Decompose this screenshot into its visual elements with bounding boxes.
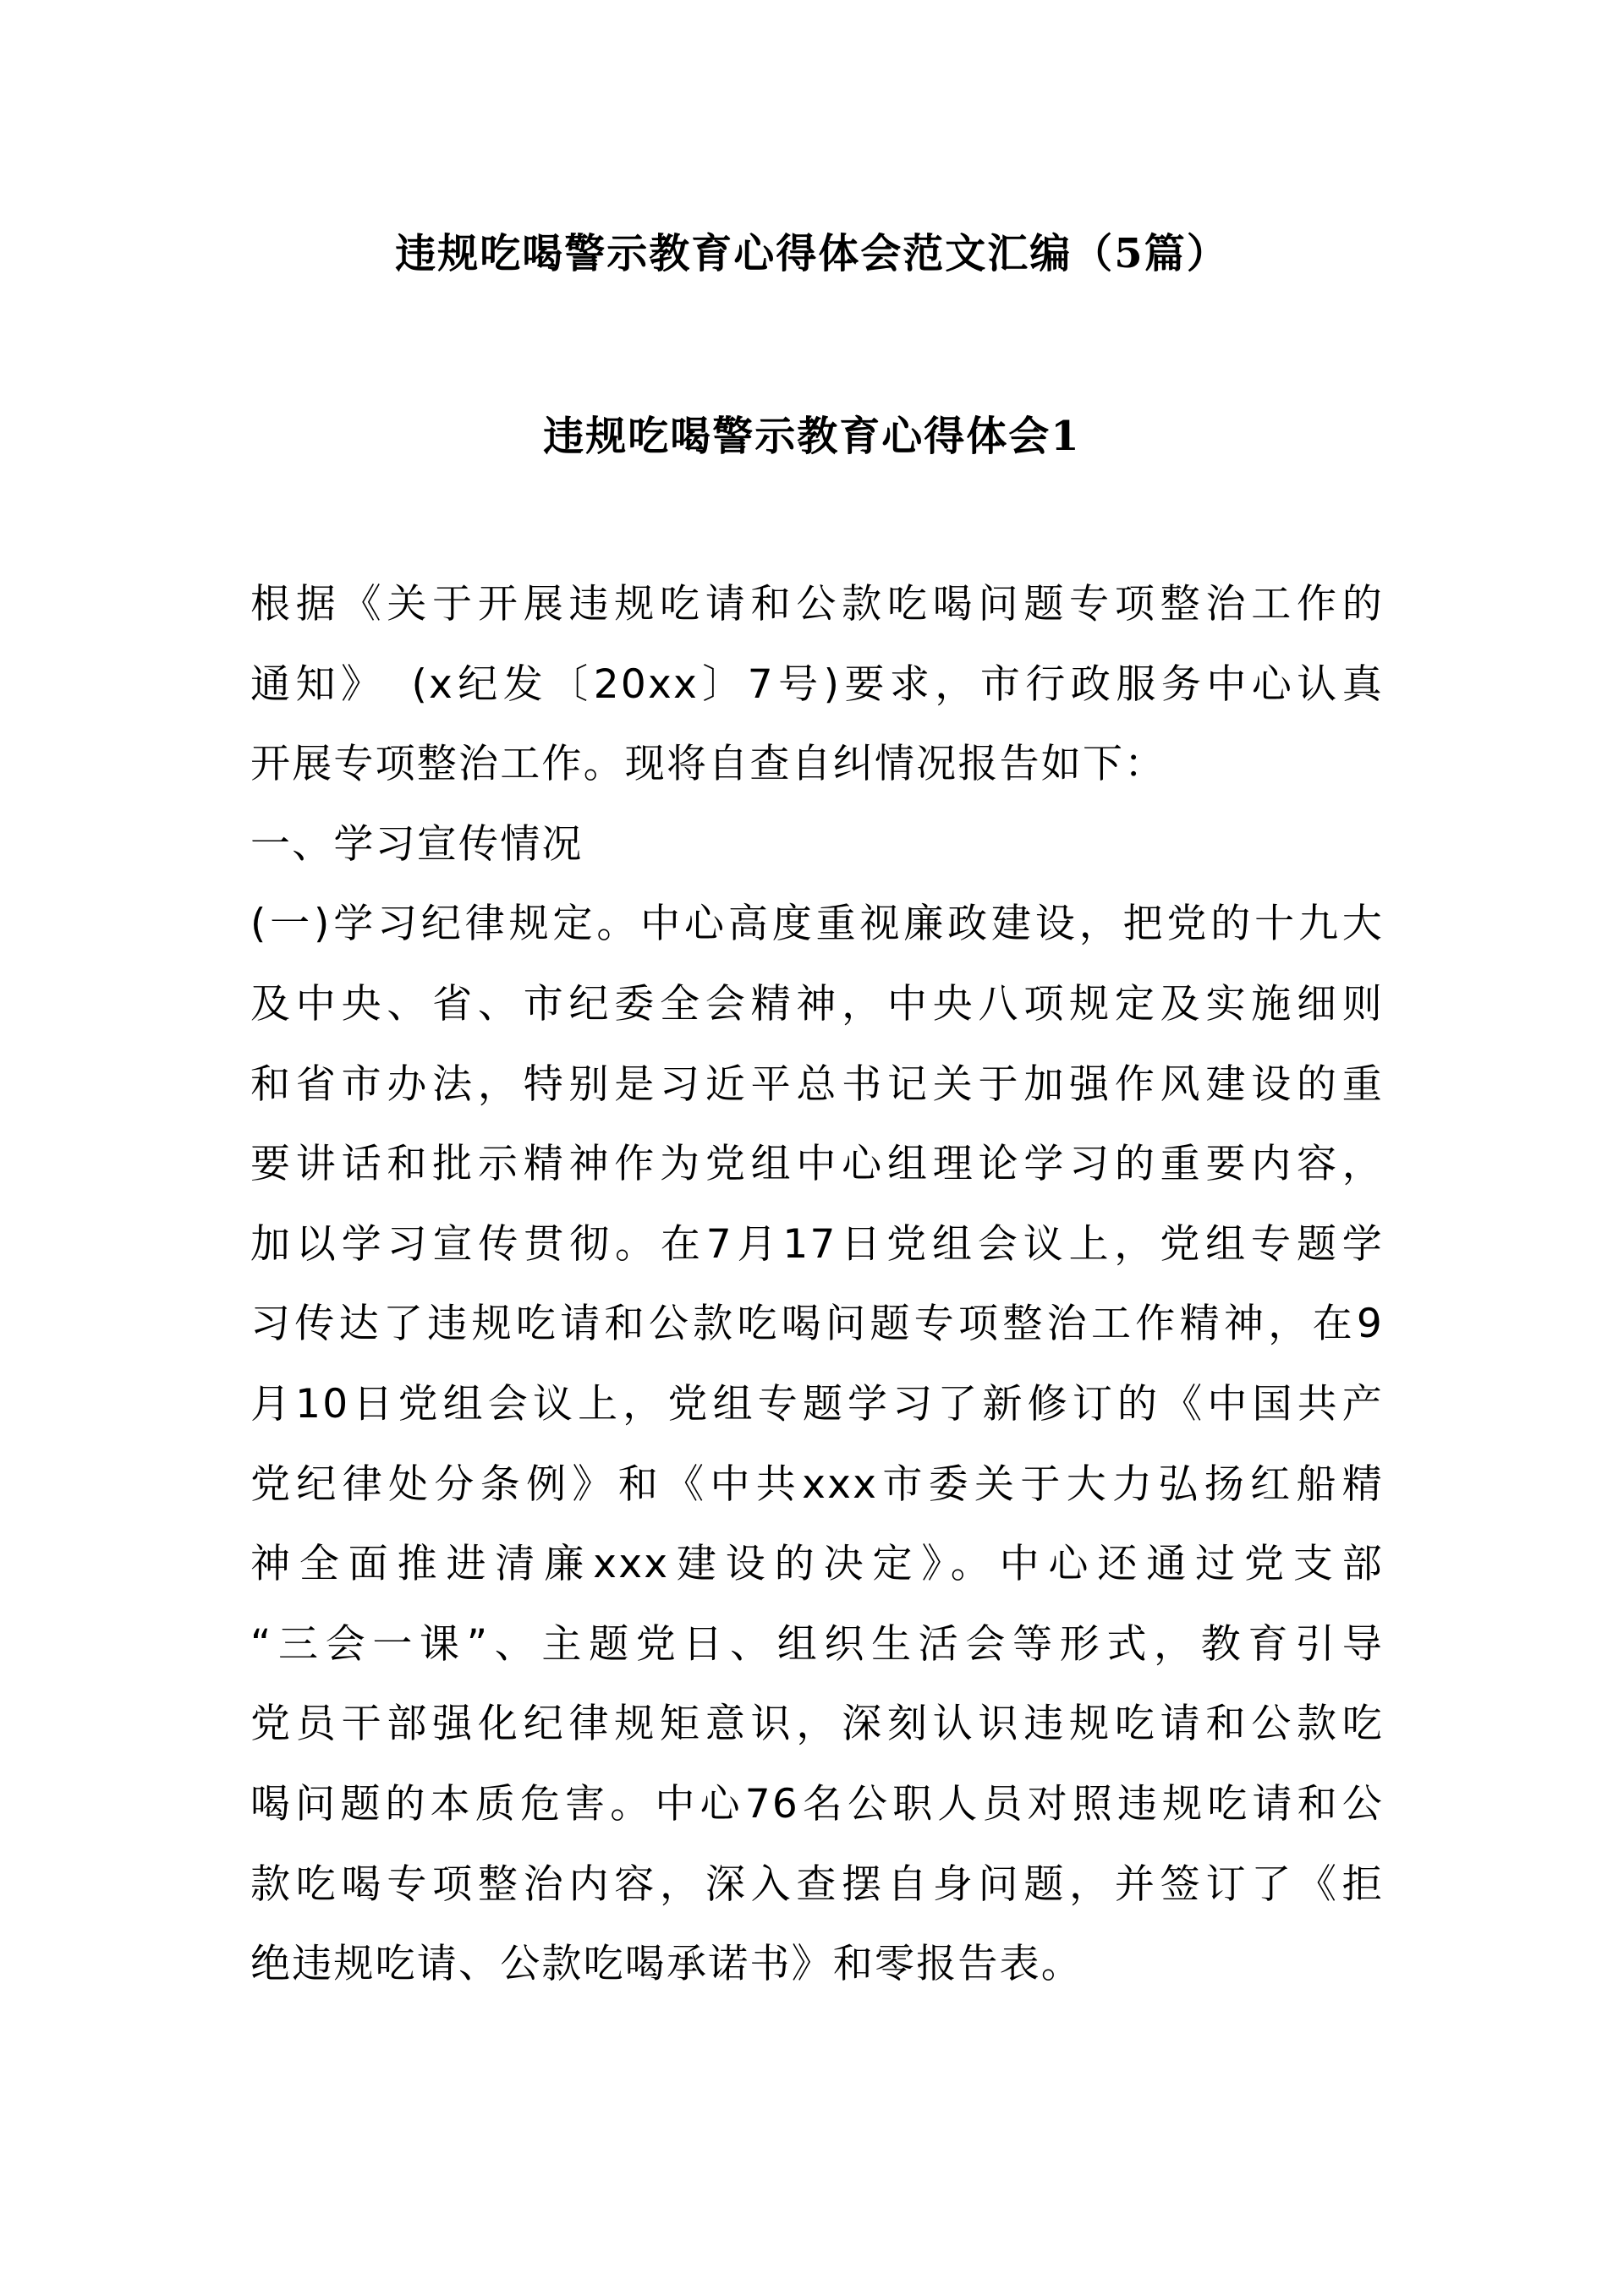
text-line: 通知》 (x纪发〔20xx〕7号)要求，市行政服务中心认真: [250, 660, 1384, 708]
text-line: 和省市办法，特别是习近平总书记关于加强作风建设的重: [250, 1060, 1384, 1108]
text-line: 绝违规吃请、公款吃喝承诺书》和零报告表。: [250, 1941, 1083, 1988]
text-line: “三会一课”、主题党日、组织生活会等形式，教育引导: [250, 1620, 1384, 1668]
text-line: 月10日党组会议上，党组专题学习了新修订的《中国共产: [250, 1380, 1384, 1427]
text-line: 党员干部强化纪律规矩意识，深刻认识违规吃请和公款吃: [250, 1701, 1384, 1748]
text-line: 党纪律处分条例》和《中共xxx市委关于大力弘扬红船精: [250, 1460, 1384, 1508]
body-text: [250, 565, 1384, 2005]
text-line: 习传达了违规吃请和公款吃喝问题专项整治工作精神，在9: [250, 1301, 1384, 1348]
text-line: 根据《关于开展违规吃请和公款吃喝问题专项整治工作的: [250, 581, 1384, 627]
text-line: 要讲话和批示精神作为党组中心组理论学习的重要内容，: [250, 1141, 1384, 1188]
document-title: 违规吃喝警示教育心得体会范文汇编（5篇）: [395, 230, 1229, 277]
text-line: 开展专项整治工作。现将自查自纠情况报告如下：: [250, 741, 1166, 788]
text-line: 及中央、省、市纪委全会精神，中央八项规定及实施细则: [250, 980, 1384, 1027]
text-line: 加以学习宣传贯彻。在7月17日党组会议上，党组专题学: [250, 1220, 1384, 1268]
text-line: 神全面推进清廉xxx建设的决定》。中心还通过党支部: [250, 1541, 1384, 1588]
text-line: (一)学习纪律规定。中心高度重视廉政建设，把党的十九大: [250, 901, 1384, 948]
section-title: 违规吃喝警示教育心得体会1: [543, 413, 1081, 460]
text-line: 款吃喝专项整治内容，深入查摆自身问题，并签订了《拒: [250, 1860, 1384, 1908]
text-line: 喝问题的本质危害。中心76名公职人员对照违规吃请和公: [250, 1780, 1384, 1827]
section-heading: 一、学习宣传情况: [250, 820, 584, 868]
